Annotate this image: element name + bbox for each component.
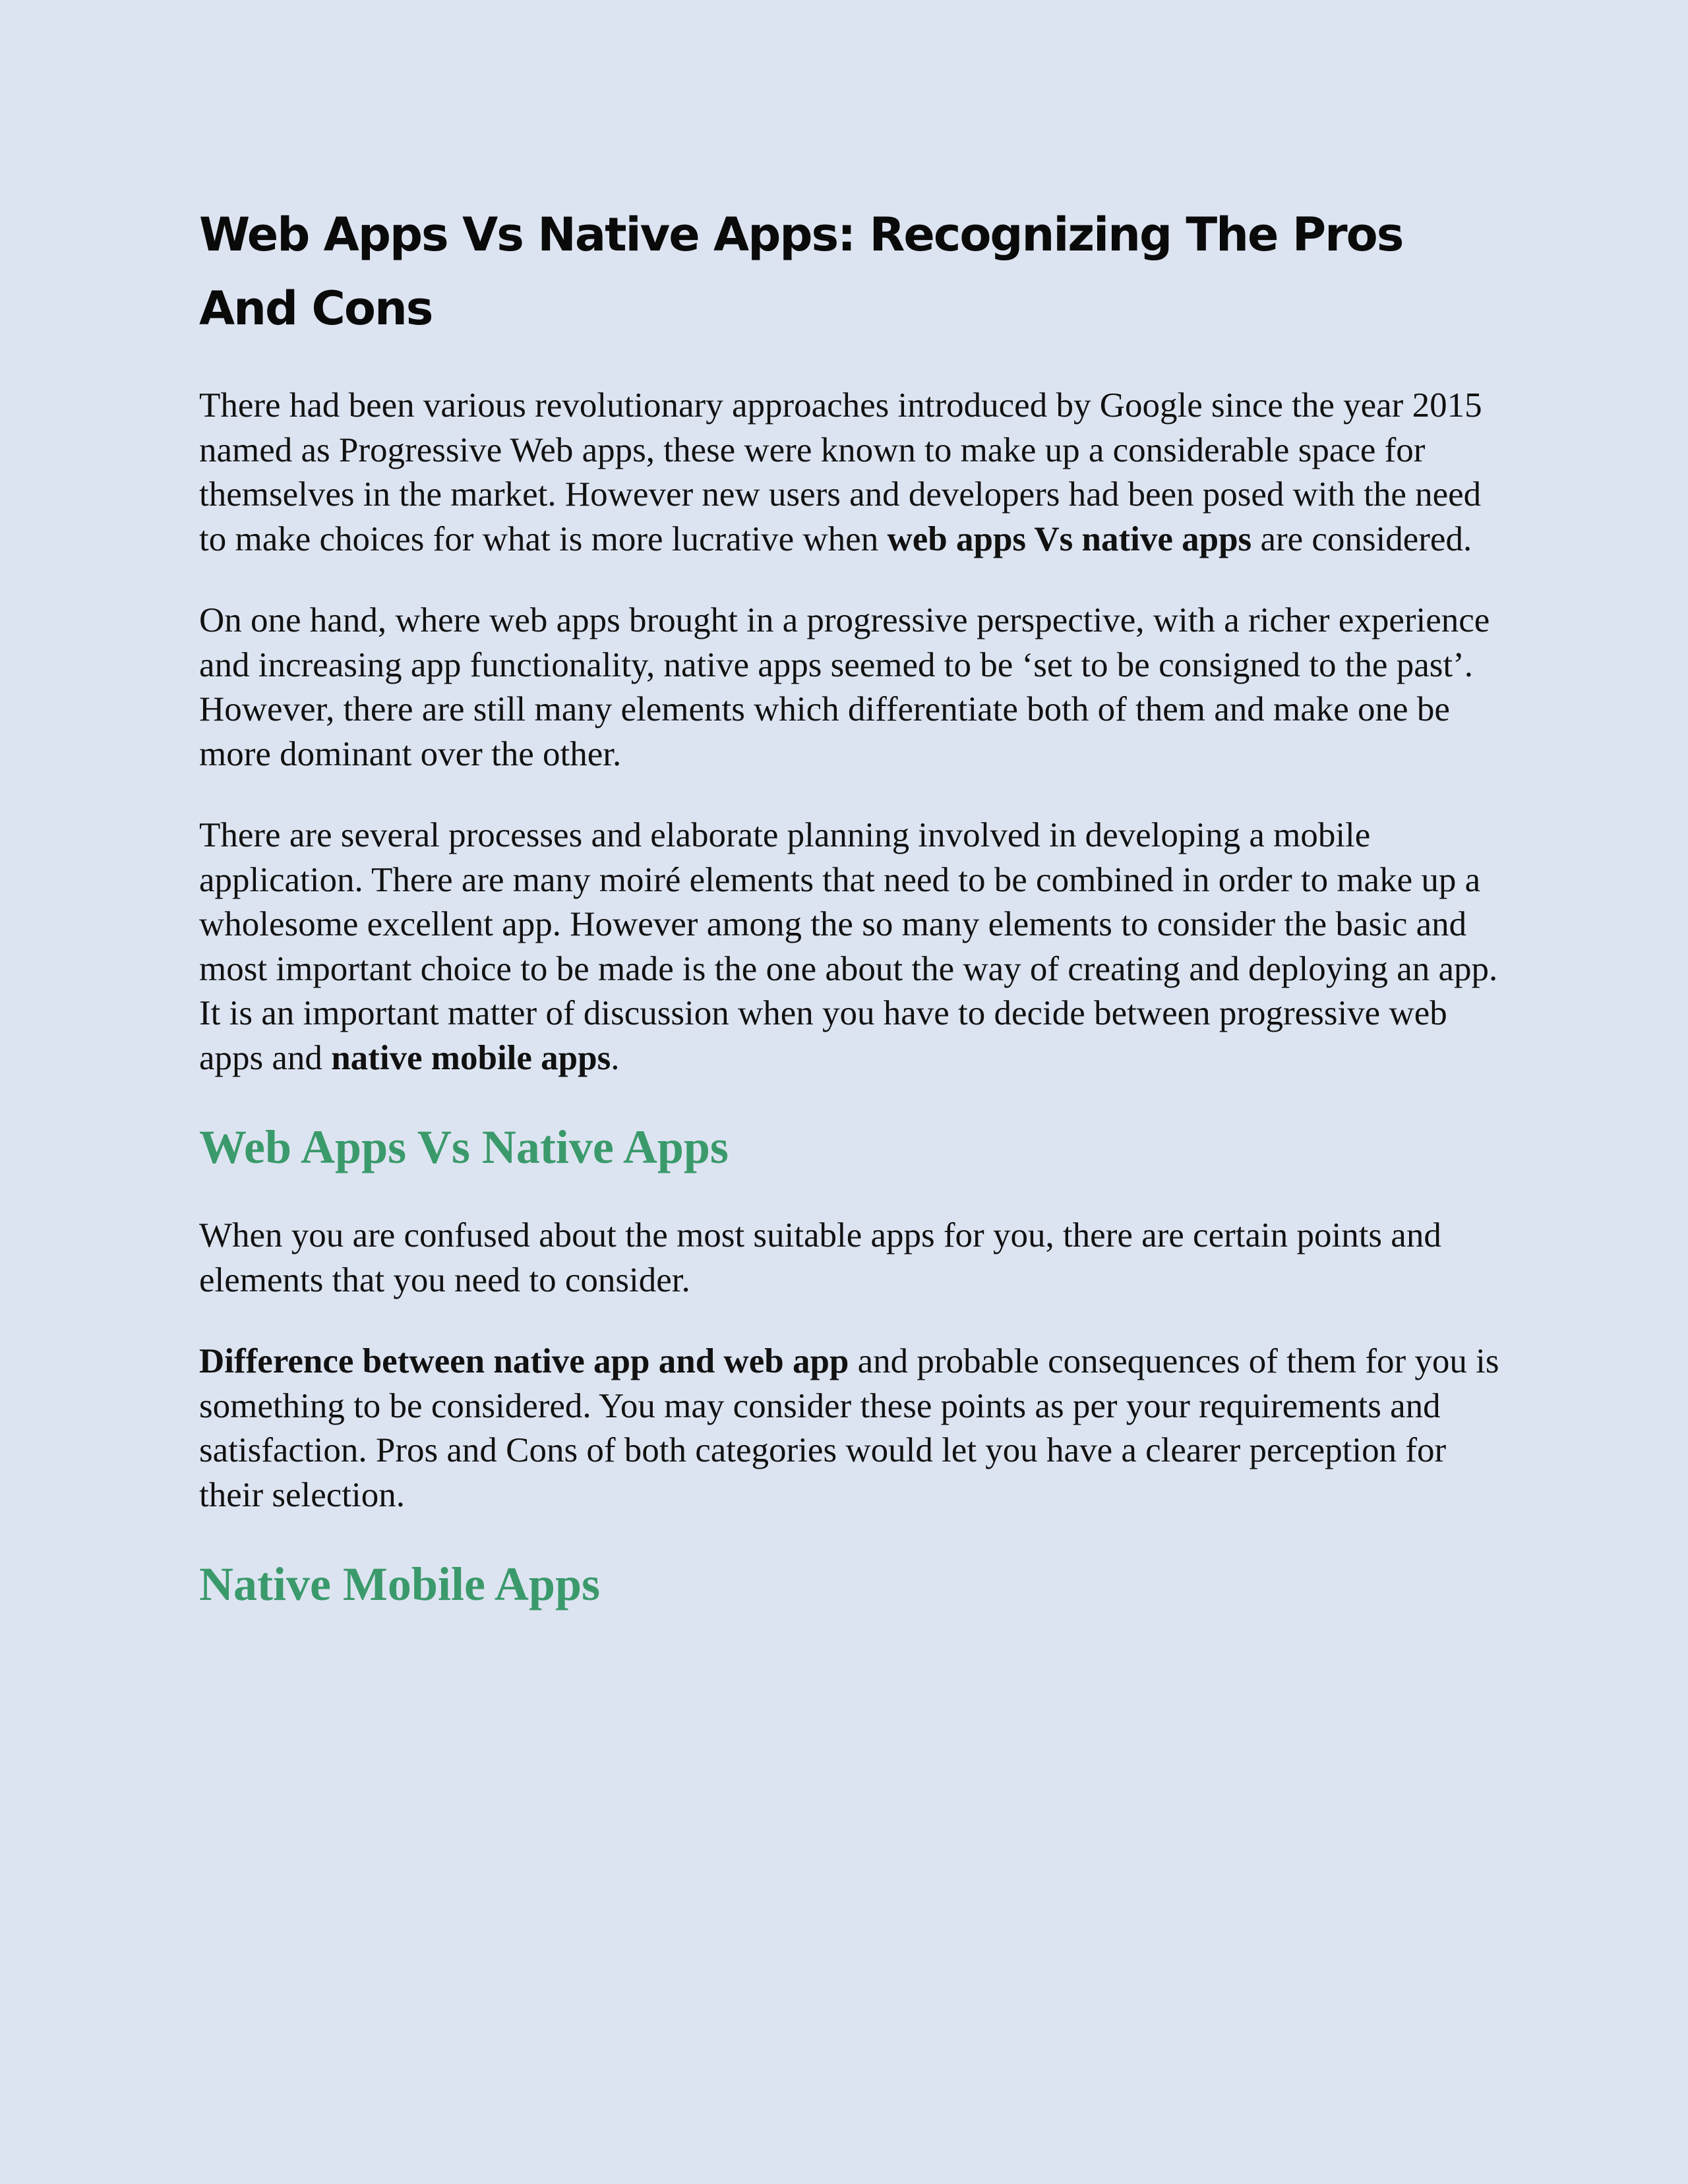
paragraph-intro-bold: web apps Vs native apps (887, 519, 1252, 558)
paragraph-processes (199, 813, 1505, 1080)
paragraph-processes-end: . (611, 1038, 620, 1077)
paragraph-intro (199, 384, 1505, 562)
paragraph-difference-text: and probable consequences of them for you is something to be considered. You may consider these points as per your requirements and satisfaction. Pros and Cons of both categories would let you have a clearer perception for their selection. (199, 1342, 1499, 1514)
paragraph-difference (199, 1340, 1505, 1518)
document-page (199, 198, 1505, 1651)
paragraph-perspective: On one hand, where web apps brought in a progressive perspective, with a richer experience and increasing app functionality, native apps seemed to be ‘set to be consigned to the past’. However, there are still many elements which differentiate both of them and make one be more dominant over the other. (199, 601, 1490, 773)
paragraph-processes-text: There are several processes and elaborate planning involved in developing a mobile application. There are many moiré elements that need to be combined in order to make up a wholesome excellent app. However among the so many elements to consider the basic and most important choice to be made is the one about the way of creating and deploying an app. It is an important matter of discussion when you have to decide between progressive web apps and (199, 816, 1498, 1077)
paragraph-intro-end: are considered. (1251, 519, 1472, 558)
paragraph-processes-bold: native mobile apps (331, 1038, 611, 1077)
section-heading-web-vs-native: Web Apps Vs Native Apps (199, 1121, 729, 1173)
paragraph-intro-text: There had been various revolutionary approaches introduced by Google since the year 2015 named as Progressive Web apps, these were known to make up a considerable space for themselves in the market. However new users and developers had been posed with the need to make choices for what is more lucrative when (199, 386, 1482, 558)
document-title: Web Apps Vs Native Apps: Recognizing The Pros And Cons (199, 208, 1403, 336)
paragraph-confused: When you are confused about the most suitable apps for you, there are certain points and elements that you need to consider. (199, 1216, 1441, 1299)
paragraph-difference-bold: Difference between native app and web app (199, 1342, 849, 1380)
section-heading-native-mobile: Native Mobile Apps (199, 1558, 601, 1610)
